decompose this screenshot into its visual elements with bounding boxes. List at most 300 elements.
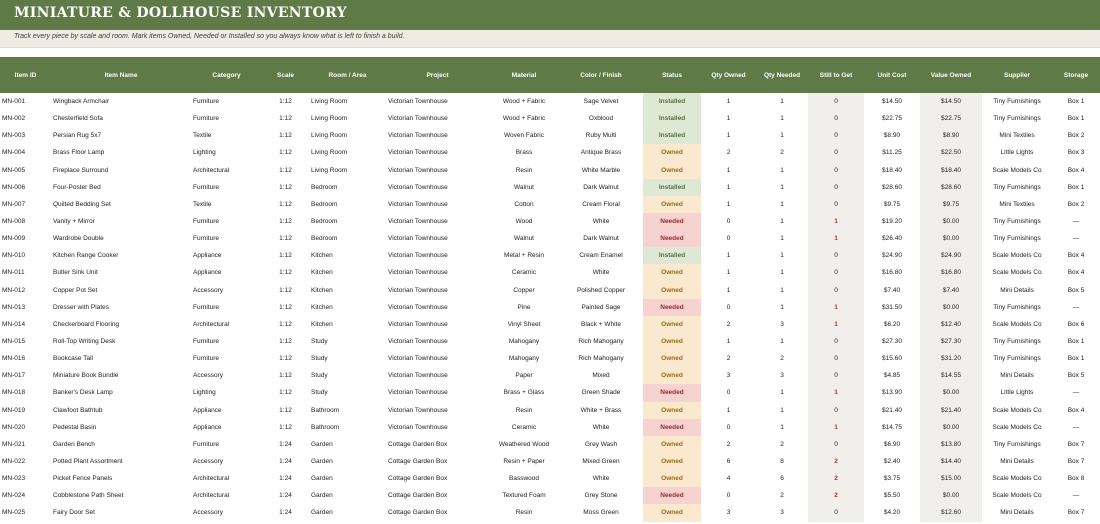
cell-qty-needed[interactable]: 1 — [780, 252, 784, 260]
cell-color-finish[interactable]: Dark Walnut — [583, 235, 619, 243]
column-header-material[interactable]: Material — [511, 71, 537, 79]
cell-project[interactable]: Cottage Garden Box — [388, 440, 448, 448]
cell-project[interactable]: Victorian Townhouse — [388, 286, 448, 294]
table-row[interactable] — [0, 487, 1100, 504]
cell-supplier[interactable]: Mini Details — [1000, 509, 1034, 517]
cell-color-finish[interactable]: Moss Green — [583, 509, 619, 517]
cell-status[interactable]: Needed — [643, 299, 701, 316]
cell-color-finish[interactable]: Painted Sage — [581, 303, 621, 311]
cell-item-id[interactable]: MN-005 — [2, 166, 26, 174]
cell-storage[interactable]: Box 4 — [1067, 269, 1085, 277]
cell-qty-needed[interactable]: 1 — [780, 235, 784, 243]
cell-storage[interactable]: Box 6 — [1067, 320, 1085, 328]
cell-project[interactable]: Victorian Townhouse — [388, 406, 448, 414]
cell-still-to-get[interactable]: 1 — [808, 213, 864, 230]
cell-unit-cost[interactable]: $16.80 — [882, 269, 902, 277]
cell-item-name[interactable]: Wingback Armchair — [53, 98, 109, 106]
cell-value-owned[interactable]: $21.40 — [920, 402, 982, 419]
cell-unit-cost[interactable]: $28.60 — [882, 183, 902, 191]
cell-color-finish[interactable]: White — [592, 475, 610, 483]
cell-still-to-get[interactable]: 2 — [808, 487, 864, 504]
cell-item-name[interactable]: Dresser with Plates — [53, 303, 109, 311]
cell-color-finish[interactable]: Dark Walnut — [583, 183, 619, 191]
cell-supplier[interactable]: Tiny Furnishings — [993, 183, 1041, 191]
cell-category[interactable]: Furniture — [193, 303, 220, 311]
cell-qty-owned[interactable]: 3 — [726, 372, 731, 380]
cell-qty-owned[interactable]: 0 — [726, 218, 731, 226]
column-header-unit-cost[interactable]: Unit Cost — [877, 71, 907, 79]
cell-color-finish[interactable]: Antique Brass — [580, 149, 622, 157]
cell-unit-cost[interactable]: $31.50 — [882, 303, 902, 311]
cell-supplier[interactable]: Mini Textiles — [999, 200, 1035, 208]
cell-status[interactable]: Owned — [643, 264, 701, 281]
cell-value-owned[interactable]: $13.80 — [920, 436, 982, 453]
cell-qty-owned[interactable]: 2 — [726, 440, 731, 448]
cell-scale[interactable]: 1:12 — [279, 286, 292, 294]
cell-status[interactable]: Owned — [643, 196, 701, 213]
cell-material[interactable]: Walnut — [514, 235, 534, 243]
cell-storage[interactable]: Box 4 — [1067, 252, 1085, 260]
cell-scale[interactable]: 1:12 — [279, 389, 292, 397]
cell-status[interactable]: Needed — [643, 213, 701, 230]
cell-status[interactable]: Owned — [643, 504, 701, 521]
cell-room-area[interactable]: Bedroom — [311, 218, 338, 226]
cell-value-owned[interactable]: $0.00 — [920, 384, 982, 401]
cell-scale[interactable]: 1:12 — [279, 149, 292, 157]
cell-supplier[interactable]: Little Lights — [1000, 389, 1034, 397]
cell-room-area[interactable]: Kitchen — [311, 252, 333, 260]
cell-unit-cost[interactable]: $4.85 — [883, 372, 901, 380]
column-header-qty-owned[interactable]: Qty Owned — [711, 71, 746, 79]
cell-scale[interactable]: 1:12 — [279, 252, 292, 260]
cell-item-id[interactable]: MN-002 — [2, 115, 26, 123]
cell-unit-cost[interactable]: $26.40 — [882, 235, 902, 243]
cell-qty-owned[interactable]: 0 — [726, 389, 731, 397]
cell-scale[interactable]: 1:24 — [279, 475, 292, 483]
cell-qty-needed[interactable]: 1 — [780, 269, 784, 277]
cell-color-finish[interactable]: Cream Floral — [582, 200, 620, 208]
column-header-supplier[interactable]: Supplier — [1003, 71, 1030, 79]
column-header-project[interactable]: Project — [426, 71, 449, 79]
cell-scale[interactable]: 1:12 — [279, 423, 292, 431]
cell-material[interactable]: Mahogany — [508, 355, 540, 363]
cell-still-to-get[interactable]: 0 — [808, 247, 864, 264]
cell-category[interactable]: Appliance — [193, 406, 222, 414]
cell-still-to-get[interactable]: 0 — [808, 436, 864, 453]
cell-item-id[interactable]: MN-010 — [2, 252, 26, 260]
cell-qty-needed[interactable]: 1 — [780, 98, 784, 106]
cell-still-to-get[interactable]: 0 — [808, 504, 864, 521]
cell-category[interactable]: Furniture — [193, 355, 220, 363]
cell-material[interactable]: Resin + Paper — [503, 458, 545, 466]
cell-supplier[interactable]: Tiny Furnishings — [993, 338, 1041, 346]
cell-scale[interactable]: 1:24 — [279, 509, 292, 517]
cell-still-to-get[interactable]: 0 — [808, 93, 864, 110]
cell-scale[interactable]: 1:12 — [279, 355, 292, 363]
cell-qty-owned[interactable]: 1 — [726, 338, 731, 346]
cell-status[interactable]: Owned — [643, 453, 701, 470]
cell-room-area[interactable]: Living Room — [311, 166, 348, 174]
table-row[interactable] — [0, 470, 1100, 487]
cell-qty-needed[interactable]: 3 — [780, 509, 784, 517]
cell-status[interactable]: Needed — [643, 487, 701, 504]
cell-category[interactable]: Lighting — [193, 149, 216, 157]
cell-category[interactable]: Architectural — [193, 320, 230, 328]
cell-storage[interactable]: — — [1072, 423, 1080, 431]
cell-qty-owned[interactable]: 3 — [726, 509, 731, 517]
cell-qty-needed[interactable]: 1 — [780, 406, 784, 414]
cell-storage[interactable]: Box 2 — [1067, 200, 1085, 208]
cell-still-to-get[interactable]: 2 — [808, 453, 864, 470]
cell-project[interactable]: Victorian Townhouse — [388, 200, 448, 208]
cell-material[interactable]: Woven Fabric — [504, 132, 544, 140]
cell-project[interactable]: Cottage Garden Box — [388, 509, 448, 517]
cell-supplier[interactable]: Tiny Furnishings — [993, 440, 1041, 448]
cell-supplier[interactable]: Tiny Furnishings — [993, 355, 1041, 363]
cell-room-area[interactable]: Bedroom — [311, 235, 338, 243]
cell-item-name[interactable]: Picket Fence Panels — [53, 475, 113, 483]
cell-qty-owned[interactable]: 2 — [726, 320, 731, 328]
cell-qty-owned[interactable]: 1 — [726, 115, 731, 123]
cell-item-id[interactable]: MN-022 — [2, 458, 26, 466]
table-row[interactable] — [0, 282, 1100, 299]
cell-item-name[interactable]: Brass Floor Lamp — [53, 149, 105, 157]
cell-storage[interactable]: Box 4 — [1067, 406, 1085, 414]
cell-qty-needed[interactable]: 2 — [780, 149, 784, 157]
cell-still-to-get[interactable]: 0 — [808, 350, 864, 367]
cell-storage[interactable]: Box 5 — [1067, 286, 1085, 294]
cell-material[interactable]: Paper — [515, 372, 533, 380]
cell-qty-needed[interactable]: 1 — [780, 423, 784, 431]
cell-item-name[interactable]: Bookcase Tall — [53, 355, 93, 363]
cell-color-finish[interactable]: Rich Mahogany — [578, 338, 624, 346]
cell-unit-cost[interactable]: $6.90 — [883, 440, 901, 448]
cell-supplier[interactable]: Mini Details — [1000, 286, 1034, 294]
cell-unit-cost[interactable]: $9.75 — [883, 200, 901, 208]
cell-scale[interactable]: 1:12 — [279, 406, 292, 414]
cell-qty-needed[interactable]: 1 — [780, 303, 784, 311]
cell-color-finish[interactable]: White — [592, 269, 610, 277]
cell-qty-owned[interactable]: 1 — [726, 200, 731, 208]
cell-room-area[interactable]: Kitchen — [311, 286, 333, 294]
cell-value-owned[interactable]: $28.60 — [920, 179, 982, 196]
cell-scale[interactable]: 1:12 — [279, 132, 292, 140]
cell-project[interactable]: Victorian Townhouse — [388, 423, 448, 431]
cell-value-owned[interactable]: $0.00 — [920, 487, 982, 504]
cell-qty-needed[interactable]: 2 — [780, 492, 784, 500]
cell-storage[interactable]: — — [1072, 235, 1080, 243]
cell-qty-owned[interactable]: 1 — [726, 286, 731, 294]
table-row[interactable] — [0, 144, 1100, 161]
cell-room-area[interactable]: Bathroom — [311, 406, 340, 414]
cell-unit-cost[interactable]: $27.30 — [882, 338, 902, 346]
cell-still-to-get[interactable]: 1 — [808, 419, 864, 436]
cell-supplier[interactable]: Scale Models Co — [992, 406, 1042, 414]
cell-status[interactable]: Installed — [643, 93, 701, 110]
cell-status[interactable]: Installed — [643, 179, 701, 196]
cell-unit-cost[interactable]: $21.40 — [882, 406, 902, 414]
cell-color-finish[interactable]: White — [592, 423, 610, 431]
cell-category[interactable]: Lighting — [193, 389, 216, 397]
cell-qty-needed[interactable]: 1 — [780, 286, 784, 294]
cell-storage[interactable]: — — [1072, 389, 1080, 397]
cell-item-id[interactable]: MN-025 — [2, 509, 26, 517]
cell-qty-owned[interactable]: 0 — [726, 423, 731, 431]
cell-scale[interactable]: 1:12 — [279, 320, 292, 328]
cell-scale[interactable]: 1:12 — [279, 115, 292, 123]
cell-room-area[interactable]: Living Room — [311, 149, 348, 157]
cell-room-area[interactable]: Kitchen — [311, 269, 333, 277]
cell-color-finish[interactable]: Sage Velvet — [583, 98, 619, 106]
cell-material[interactable]: Mahogany — [508, 338, 540, 346]
cell-storage[interactable]: Box 3 — [1067, 149, 1085, 157]
cell-qty-owned[interactable]: 6 — [726, 458, 731, 466]
cell-item-id[interactable]: MN-021 — [2, 440, 26, 448]
cell-still-to-get[interactable]: 0 — [808, 264, 864, 281]
cell-value-owned[interactable]: $27.30 — [920, 333, 982, 350]
cell-material[interactable]: Resin — [515, 166, 533, 174]
cell-unit-cost[interactable]: $3.75 — [883, 475, 901, 483]
cell-category[interactable]: Accessory — [193, 509, 223, 517]
table-row[interactable] — [0, 299, 1100, 316]
cell-still-to-get[interactable]: 1 — [808, 316, 864, 333]
cell-material[interactable]: Ceramic — [511, 269, 537, 277]
cell-storage[interactable]: Box 4 — [1067, 166, 1085, 174]
cell-color-finish[interactable]: Grey Wash — [584, 440, 618, 448]
cell-project[interactable]: Victorian Townhouse — [388, 252, 448, 260]
cell-still-to-get[interactable]: 0 — [808, 110, 864, 127]
cell-unit-cost[interactable]: $19.20 — [882, 218, 902, 226]
cell-item-name[interactable]: Potted Plant Assortment — [53, 458, 123, 466]
cell-room-area[interactable]: Kitchen — [311, 320, 333, 328]
cell-item-name[interactable]: Persian Rug 5x7 — [53, 132, 102, 140]
cell-color-finish[interactable]: Grey Stone — [584, 492, 618, 500]
cell-item-id[interactable]: MN-009 — [2, 235, 26, 243]
cell-room-area[interactable]: Bedroom — [311, 183, 338, 191]
cell-status[interactable]: Installed — [643, 247, 701, 264]
cell-status[interactable]: Owned — [643, 350, 701, 367]
cell-item-name[interactable]: Miniature Book Bundle — [53, 372, 119, 380]
cell-room-area[interactable]: Living Room — [311, 98, 348, 106]
cell-room-area[interactable]: Study — [311, 389, 328, 397]
cell-qty-needed[interactable]: 1 — [780, 115, 784, 123]
cell-qty-needed[interactable]: 3 — [780, 320, 784, 328]
cell-qty-needed[interactable]: 3 — [780, 372, 784, 380]
cell-color-finish[interactable]: Cream Enamel — [579, 252, 623, 260]
cell-storage[interactable]: — — [1072, 303, 1080, 311]
cell-project[interactable]: Cottage Garden Box — [388, 458, 448, 466]
cell-scale[interactable]: 1:12 — [279, 200, 292, 208]
cell-still-to-get[interactable]: 0 — [808, 127, 864, 144]
cell-project[interactable]: Cottage Garden Box — [388, 475, 448, 483]
cell-project[interactable]: Victorian Townhouse — [388, 269, 448, 277]
cell-material[interactable]: Copper — [513, 286, 535, 294]
table-row[interactable] — [0, 402, 1100, 419]
cell-still-to-get[interactable]: 0 — [808, 333, 864, 350]
cell-supplier[interactable]: Tiny Furnishings — [993, 98, 1041, 106]
cell-material[interactable]: Resin — [515, 509, 533, 517]
cell-value-owned[interactable]: $31.20 — [920, 350, 982, 367]
cell-scale[interactable]: 1:12 — [279, 303, 292, 311]
column-header-scale[interactable]: Scale — [277, 71, 294, 79]
cell-status[interactable]: Installed — [643, 127, 701, 144]
cell-qty-owned[interactable]: 1 — [726, 98, 731, 106]
cell-storage[interactable]: Box 1 — [1067, 98, 1085, 106]
cell-qty-needed[interactable]: 1 — [780, 389, 784, 397]
cell-material[interactable]: Basswood — [509, 475, 539, 483]
cell-unit-cost[interactable]: $24.90 — [882, 252, 902, 260]
cell-item-name[interactable]: Vanity + Mirror — [53, 218, 95, 226]
cell-material[interactable]: Metal + Resin — [504, 252, 544, 260]
cell-supplier[interactable]: Tiny Furnishings — [993, 303, 1041, 311]
cell-value-owned[interactable]: $18.40 — [920, 162, 982, 179]
cell-supplier[interactable]: Tiny Furnishings — [993, 115, 1041, 123]
cell-color-finish[interactable]: Rich Mahogany — [578, 355, 624, 363]
cell-status[interactable]: Owned — [643, 333, 701, 350]
cell-project[interactable]: Victorian Townhouse — [388, 218, 448, 226]
cell-category[interactable]: Furniture — [193, 235, 220, 243]
cell-value-owned[interactable]: $14.40 — [920, 453, 982, 470]
cell-scale[interactable]: 1:24 — [279, 440, 292, 448]
cell-unit-cost[interactable]: $15.60 — [882, 355, 902, 363]
cell-supplier[interactable]: Mini Details — [1000, 372, 1034, 380]
cell-qty-owned[interactable]: 1 — [726, 406, 731, 414]
cell-category[interactable]: Architectural — [193, 492, 230, 500]
cell-unit-cost[interactable]: $18.40 — [882, 166, 902, 174]
cell-color-finish[interactable]: Mixed Green — [582, 458, 620, 466]
cell-supplier[interactable]: Scale Models Co — [992, 269, 1042, 277]
cell-color-finish[interactable]: Black + White — [581, 320, 621, 328]
table-row[interactable] — [0, 247, 1100, 264]
cell-value-owned[interactable]: $0.00 — [920, 419, 982, 436]
cell-item-name[interactable]: Copper Pot Set — [53, 286, 98, 294]
cell-storage[interactable]: Box 8 — [1067, 475, 1085, 483]
cell-value-owned[interactable]: $12.60 — [920, 504, 982, 521]
cell-item-id[interactable]: MN-018 — [2, 389, 26, 397]
cell-color-finish[interactable]: White — [592, 218, 610, 226]
cell-still-to-get[interactable]: 1 — [808, 230, 864, 247]
cell-qty-needed[interactable]: 8 — [780, 458, 784, 466]
cell-material[interactable]: Pine — [517, 303, 531, 311]
cell-status[interactable]: Owned — [643, 162, 701, 179]
cell-qty-needed[interactable]: 6 — [780, 475, 784, 483]
cell-supplier[interactable]: Scale Models Co — [992, 252, 1042, 260]
cell-material[interactable]: Resin — [515, 406, 533, 414]
cell-item-id[interactable]: MN-013 — [2, 303, 26, 311]
cell-room-area[interactable]: Study — [311, 338, 328, 346]
cell-status[interactable]: Needed — [643, 230, 701, 247]
cell-item-id[interactable]: MN-006 — [2, 183, 26, 191]
table-row[interactable] — [0, 316, 1100, 333]
cell-item-name[interactable]: Banker's Desk Lamp — [53, 389, 113, 397]
cell-room-area[interactable]: Garden — [311, 492, 333, 500]
cell-item-name[interactable]: Fireplace Surround — [53, 166, 109, 174]
cell-scale[interactable]: 1:24 — [279, 492, 292, 500]
cell-item-id[interactable]: MN-001 — [2, 98, 26, 106]
cell-item-id[interactable]: MN-017 — [2, 372, 26, 380]
cell-supplier[interactable]: Tiny Furnishings — [993, 218, 1041, 226]
cell-project[interactable]: Victorian Townhouse — [388, 98, 448, 106]
cell-category[interactable]: Furniture — [193, 338, 220, 346]
cell-storage[interactable]: Box 7 — [1067, 509, 1085, 517]
cell-qty-owned[interactable]: 1 — [726, 252, 731, 260]
cell-status[interactable]: Needed — [643, 384, 701, 401]
cell-category[interactable]: Appliance — [193, 269, 222, 277]
cell-status[interactable]: Owned — [643, 367, 701, 384]
table-row[interactable] — [0, 127, 1100, 144]
cell-room-area[interactable]: Garden — [311, 458, 333, 466]
cell-status[interactable]: Installed — [643, 110, 701, 127]
cell-item-id[interactable]: MN-020 — [2, 423, 26, 431]
table-row[interactable] — [0, 264, 1100, 281]
table-row[interactable] — [0, 213, 1100, 230]
cell-unit-cost[interactable]: $13.90 — [882, 389, 902, 397]
cell-storage[interactable]: Box 7 — [1067, 440, 1085, 448]
cell-item-name[interactable]: Wardrobe Double — [53, 235, 104, 243]
cell-project[interactable]: Victorian Townhouse — [388, 320, 448, 328]
cell-storage[interactable]: — — [1072, 218, 1080, 226]
cell-color-finish[interactable]: White + Brass — [580, 406, 622, 414]
cell-qty-needed[interactable]: 1 — [780, 218, 784, 226]
cell-category[interactable]: Textile — [193, 200, 212, 208]
cell-category[interactable]: Furniture — [193, 115, 220, 123]
column-header-item-name[interactable]: Item Name — [104, 71, 138, 79]
cell-category[interactable]: Accessory — [193, 286, 223, 294]
cell-storage[interactable]: — — [1072, 492, 1080, 500]
cell-qty-needed[interactable]: 1 — [780, 166, 784, 174]
cell-color-finish[interactable]: Polished Copper — [576, 286, 626, 294]
cell-item-id[interactable]: MN-008 — [2, 218, 26, 226]
column-header-color-finish[interactable]: Color / Finish — [580, 71, 622, 79]
cell-item-id[interactable]: MN-019 — [2, 406, 26, 414]
cell-scale[interactable]: 1:12 — [279, 235, 292, 243]
cell-qty-needed[interactable]: 1 — [780, 200, 784, 208]
column-header-still-to-get[interactable]: Still to Get — [819, 71, 853, 79]
cell-room-area[interactable]: Study — [311, 372, 328, 380]
cell-storage[interactable]: Box 2 — [1067, 132, 1085, 140]
cell-category[interactable]: Architectural — [193, 475, 230, 483]
column-header-item-id[interactable]: Item ID — [14, 71, 37, 79]
cell-item-id[interactable]: MN-015 — [2, 338, 26, 346]
cell-qty-owned[interactable]: 4 — [726, 475, 731, 483]
table-row[interactable] — [0, 179, 1100, 196]
cell-scale[interactable]: 1:12 — [279, 98, 292, 106]
cell-still-to-get[interactable]: 0 — [808, 144, 864, 161]
cell-item-id[interactable]: MN-011 — [2, 269, 25, 277]
cell-supplier[interactable]: Scale Models Co — [992, 166, 1042, 174]
cell-supplier[interactable]: Scale Models Co — [992, 320, 1042, 328]
cell-item-id[interactable]: MN-007 — [2, 200, 26, 208]
cell-qty-owned[interactable]: 0 — [726, 303, 731, 311]
table-row[interactable] — [0, 333, 1100, 350]
cell-room-area[interactable]: Garden — [311, 440, 333, 448]
cell-qty-owned[interactable]: 1 — [726, 183, 731, 191]
cell-status[interactable]: Needed — [643, 419, 701, 436]
cell-status[interactable]: Owned — [643, 436, 701, 453]
cell-still-to-get[interactable]: 0 — [808, 162, 864, 179]
cell-category[interactable]: Furniture — [193, 98, 220, 106]
cell-unit-cost[interactable]: $6.20 — [883, 320, 901, 328]
cell-status[interactable]: Owned — [643, 402, 701, 419]
cell-category[interactable]: Accessory — [193, 372, 223, 380]
column-header-qty-needed[interactable]: Qty Needed — [763, 71, 801, 79]
cell-still-to-get[interactable]: 0 — [808, 367, 864, 384]
cell-material[interactable]: Weathered Wood — [498, 440, 550, 448]
cell-item-name[interactable]: Roll-Top Writing Desk — [53, 338, 116, 346]
cell-project[interactable]: Victorian Townhouse — [388, 303, 448, 311]
cell-item-name[interactable]: Garden Bench — [53, 440, 95, 448]
cell-color-finish[interactable]: Oxblood — [588, 115, 614, 123]
